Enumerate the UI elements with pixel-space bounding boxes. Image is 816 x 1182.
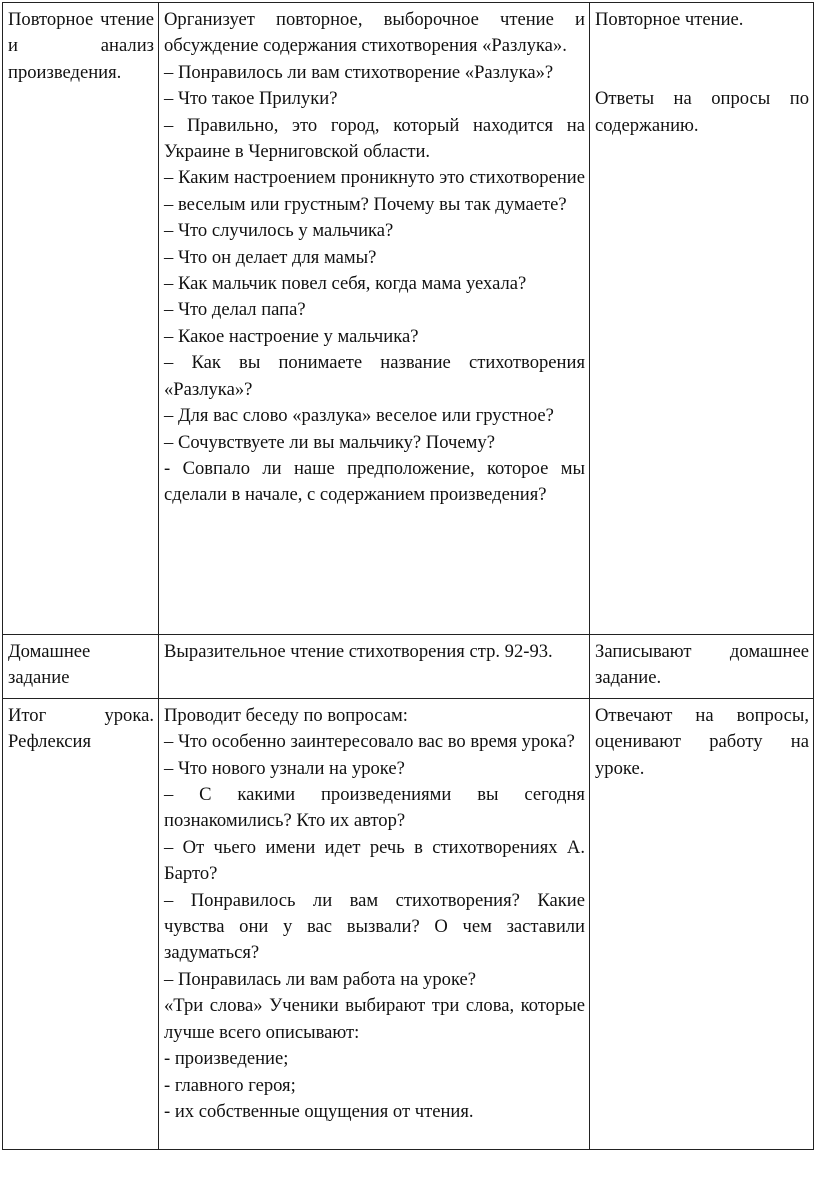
teacher-line: - Совпало ли наше предположение, которое мы сделали в начале, с содержанием произведения? [164,457,585,506]
students-line: Записывают домашнее задание. [595,641,809,689]
table-row [3,635,814,699]
teacher-activity-cell [159,635,590,699]
teacher-line: – Каким настроением проникнуто это стихотворение – веселым или грустным? Почему вы так думаете? [164,167,585,215]
stage-cell [3,698,159,1149]
teacher-line: – Что такое Прилуки? [164,88,338,110]
teacher-line: – Как мальчик повел себя, когда мама уехала? [164,273,527,295]
teacher-line: - их собственные ощущения от чтения. [164,1100,474,1122]
stage-cell [3,635,159,699]
lesson-plan-table [2,2,814,1150]
students-activity-cell [590,3,814,635]
teacher-line: – Понравилось ли вам стихотворение «Разлука»? [164,61,554,83]
teacher-line: Выразительное чтение стихотворения стр. 92-93. [164,641,553,662]
teacher-line: - произведение; [164,1048,289,1070]
teacher-line: – Что он делает для мамы? [164,246,377,268]
teacher-activity-cell [159,3,590,635]
teacher-line: – Как вы понимаете название стихотворения «Разлука»? [164,352,585,400]
teacher-line: - главного героя; [164,1074,296,1096]
teacher-line: – От чьего имени идет речь в стихотворениях А. Барто? [164,836,585,885]
teacher-line: – Что случилось у мальчика? [164,220,394,242]
stage-text: Домашнее задание [8,641,91,689]
teacher-line: – Понравилась ли вам работа на уроке? [164,968,477,990]
teacher-line: «Три слова» Ученики выбирают три слова, которые лучше всего описывают: [164,995,585,1043]
teacher-line: – Какое настроение у мальчика? [164,325,419,347]
spacer [595,33,809,86]
teacher-line: – Что делал папа? [164,299,306,321]
teacher-line: Проводит беседу по вопросам: [164,704,408,726]
teacher-line: – Что особенно заинтересовало вас во время урока? [164,731,575,753]
teacher-line: – Понравилось ли вам стихотворения? Какие чувства они у вас вызвали? О чем заставили задуматься? [164,889,585,964]
teacher-line: Организует повторное, выборочное чтение и обсуждение содержания стихотворения «Разлука». [164,9,585,57]
students-activity-cell [590,698,814,1149]
students-line: Ответы на опросы по содержанию. [595,88,809,136]
teacher-line: – С какими произведениями вы сегодня познакомились? Кто их автор? [164,784,585,832]
teacher-line: – Правильно, это город, который находится на Украине в Черниговской области. [164,114,585,163]
students-activity-cell [590,635,814,699]
table-row [3,698,814,1149]
students-line: Повторное чтение. [595,9,744,30]
stage-text: Итог урока. Рефлексия [8,704,154,753]
teacher-activity-cell [159,698,590,1149]
teacher-line: – Что нового узнали на уроке? [164,757,405,779]
stage-cell [3,3,159,635]
teacher-line: – Сочувствуете ли вы мальчику? Почему? [164,431,495,453]
table-row [3,3,814,635]
stage-text: Повторное чтение и анализ произведения. [8,9,154,83]
students-line: Отвечают на вопросы, оценивают работу на уроке. [595,704,809,779]
teacher-line: – Для вас слово «разлука» веселое или грустное? [164,405,554,427]
